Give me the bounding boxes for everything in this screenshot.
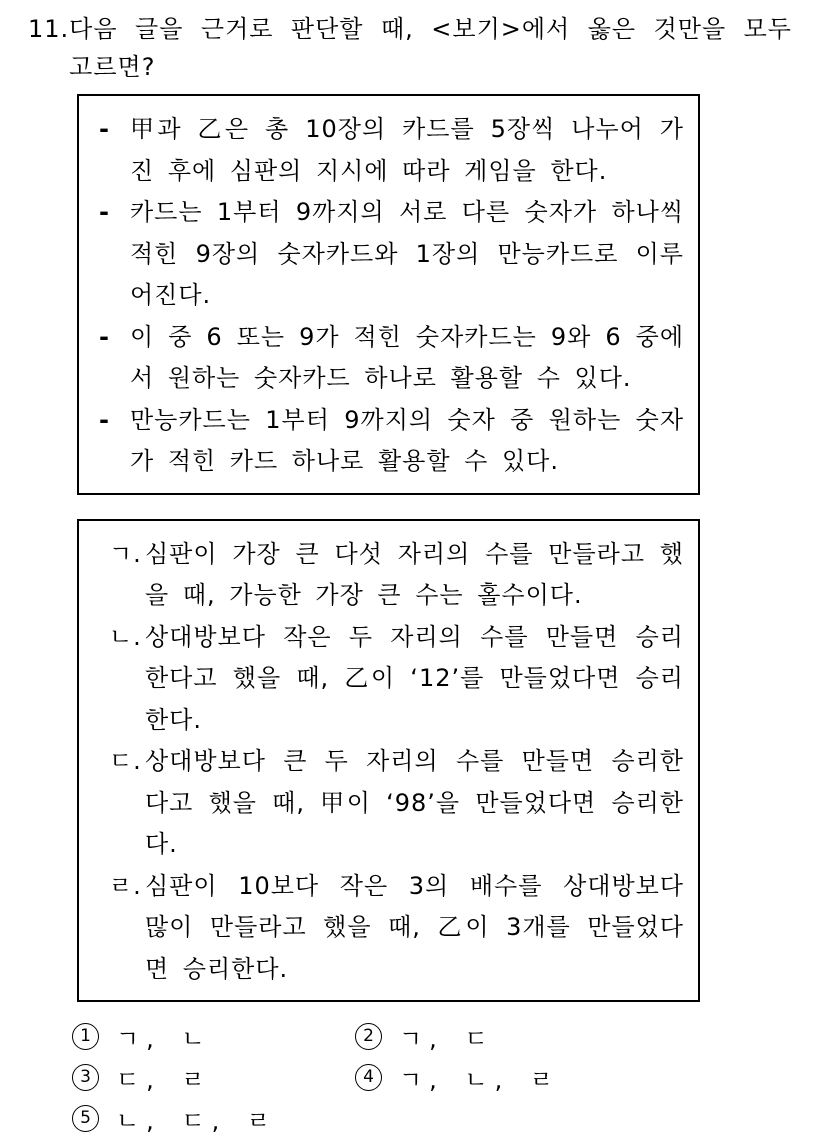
option-3-label: ㄷ, ㄹ: [116, 1066, 212, 1094]
passage-item-text: 이 중 6 또는 9가 적힌 숫자카드는 9와 6 중에서 원하는 숫자카드 하나로 활용할 수 있다.: [130, 322, 684, 392]
bogi-box: [77, 519, 700, 1003]
option-5-circle: 5: [72, 1105, 99, 1132]
bogi-item-text: 상대방보다 작은 두 자리의 수를 만들면 승리한다고 했을 때, 乙이 ‘12’를 만들었다면 승리한다.: [145, 622, 684, 734]
passage-item: [99, 192, 684, 317]
option-5-label: ㄴ, ㄷ, ㄹ: [116, 1107, 278, 1135]
bogi-item-text: 심판이 가장 큰 다섯 자리의 수를 만들라고 했을 때, 가능한 가장 큰 수는 홀수이다.: [145, 539, 684, 609]
passage-box: [77, 94, 700, 495]
bogi-item-n: [109, 617, 684, 742]
bogi-item-text: 심판이 10보다 작은 3의 배수를 상대방보다 많이 만들라고 했을 때, 乙이 3개를 만들었다면 승리한다.: [145, 871, 684, 983]
passage-item: [99, 317, 684, 400]
question-header: [0, 10, 826, 86]
dash-marker: -: [99, 198, 110, 226]
bogi-item-r: [109, 866, 684, 991]
bogi-item-g: [109, 534, 684, 617]
bogi-item-d: [109, 741, 684, 866]
passage-item-text: 만능카드는 1부터 9까지의 숫자 중 원하는 숫자가 적힌 카드 하나로 활용할 수 있다.: [130, 405, 684, 475]
option-1-circle: 1: [72, 1023, 99, 1050]
option-3-circle: 3: [72, 1064, 99, 1091]
bogi-item-label: ㄷ.: [109, 747, 142, 775]
bogi-item-label: ㄹ.: [109, 871, 142, 900]
bogi-item-text: 상대방보다 큰 두 자리의 수를 만들면 승리한다고 했을 때, 甲이 ‘98’을 만들었다면 승리한다.: [145, 747, 684, 858]
passage-item: [99, 400, 684, 483]
options-list: [72, 1023, 772, 1135]
option-2-label: ㄱ, ㄷ: [399, 1025, 495, 1053]
option-4[interactable]: [355, 1064, 772, 1094]
dash-marker: -: [99, 322, 110, 351]
question-number: 11.: [28, 15, 70, 43]
passage-item: [99, 109, 684, 192]
bogi-item-label: ㄴ.: [109, 622, 142, 651]
passage-item-text: 甲과 乙은 총 10장의 카드를 5장씩 나누어 가진 후에 심판의 지시에 따라 게임을 한다.: [130, 115, 684, 185]
bogi-item-label: ㄱ.: [109, 539, 142, 568]
option-2-circle: 2: [355, 1023, 382, 1050]
question-text: 다음 글을 근거로 판단할 때, <보기>에서 옳은 것만을 모두 고르면?: [69, 15, 792, 81]
option-3[interactable]: [72, 1064, 355, 1094]
option-4-label: ㄱ, ㄴ, ㄹ: [399, 1066, 561, 1094]
option-1[interactable]: [72, 1023, 355, 1053]
option-1-label: ㄱ, ㄴ: [116, 1025, 212, 1053]
passage-item-text: 카드는 1부터 9까지의 서로 다른 숫자가 하나씩 적힌 9장의 숫자카드와 1장의 만능카드로 이루어진다.: [130, 198, 684, 309]
option-4-circle: 4: [355, 1064, 382, 1091]
dash-marker: -: [99, 115, 110, 143]
option-5[interactable]: [72, 1105, 355, 1135]
option-2[interactable]: [355, 1023, 772, 1053]
dash-marker: -: [99, 405, 110, 434]
